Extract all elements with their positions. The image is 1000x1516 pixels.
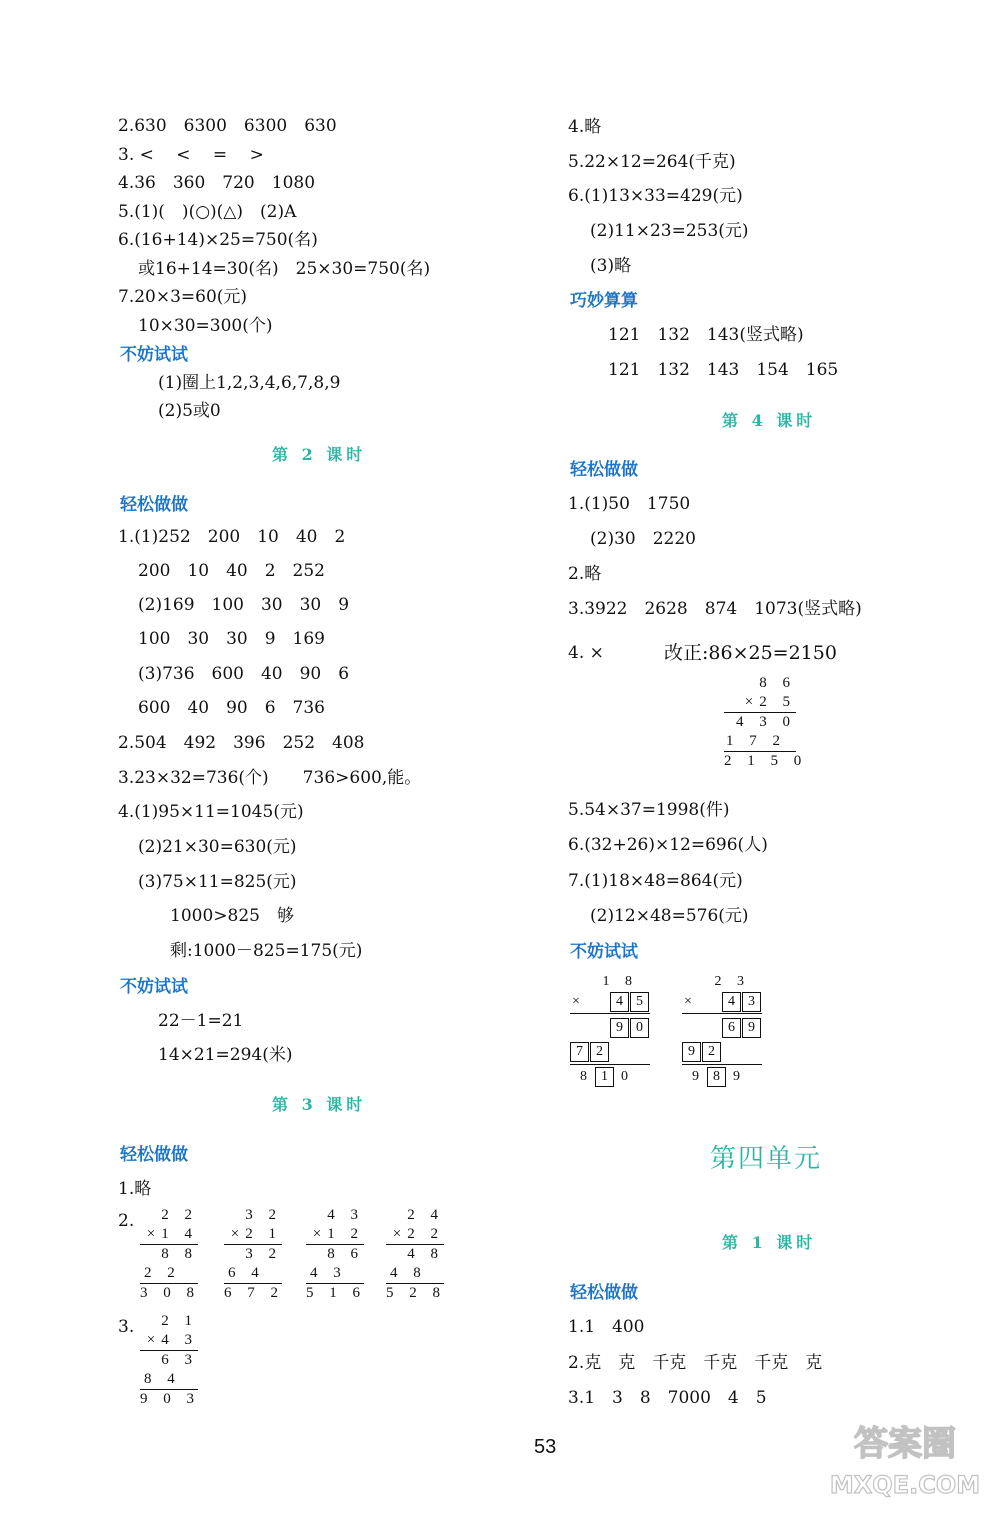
vm-row	[570, 1014, 650, 1040]
vm-row: 5 2 8	[386, 1285, 446, 1301]
answer-line: (3)75×11=825(元)	[138, 872, 297, 892]
section-heading: 不妨试试	[120, 977, 188, 997]
digit-box: 2	[702, 1042, 721, 1062]
vm-row: 6 7 2	[224, 1285, 284, 1301]
vm-row: × 4 5	[570, 991, 650, 1014]
vm-row: 2 1 5 0	[724, 753, 808, 769]
answer-line: 7.(1)18×48=864(元)	[568, 871, 743, 891]
vertical-multiplication	[724, 674, 808, 771]
section-heading: 轻松做做	[570, 1283, 638, 1303]
answer-line: 2.504 492 396 252 408	[118, 733, 365, 753]
vm-row: ×4 3	[140, 1331, 198, 1351]
digit-box: 6	[722, 1018, 741, 1038]
vm-row: 1 8	[602, 974, 638, 989]
digit-box: 4	[722, 992, 741, 1012]
digit: 0	[621, 1069, 628, 1084]
answer-line: 1.(1)252 200 10 40 2	[118, 527, 346, 547]
section-heading: 巧妙算算	[570, 291, 638, 311]
watermark-logo	[830, 1415, 980, 1501]
vm-row: × 4 3	[682, 991, 762, 1014]
unit-title: 第四单元	[710, 1144, 823, 1174]
vertical-multiplication	[140, 1206, 198, 1303]
correction-line: 改正:86×25=2150	[664, 642, 837, 664]
answer-line: 1000>825 够	[170, 906, 294, 926]
digit-box-puzzle	[682, 972, 762, 1089]
answer-line: 3.1 3 8 7000 4 5	[568, 1388, 767, 1408]
vm-row: ×1 2	[306, 1225, 364, 1245]
answer-line: (2)11×23=253(元)	[590, 221, 749, 241]
vertical-multiplication	[140, 1312, 198, 1409]
answer-line: 22－1=21	[158, 1011, 244, 1031]
vm-row: 3 0 8	[140, 1285, 200, 1301]
vm-row: ×1 4	[140, 1225, 198, 1245]
section-heading: 不妨试试	[120, 345, 188, 365]
answer-line: 121 132 143 154 165	[608, 360, 839, 380]
digit-box: 1	[595, 1067, 614, 1087]
answer-line: 3.3922 2628 874 1073(竖式略)	[568, 599, 862, 619]
vm-row: ×2 5	[724, 693, 796, 713]
digit-box: 4	[610, 992, 629, 1012]
digit-box: 3	[742, 992, 761, 1012]
vm-row: ×2 1	[224, 1225, 282, 1245]
answer-line: 5.(1)( )(○)(△) (2)A	[118, 202, 297, 222]
digit-box: 9	[610, 1018, 629, 1038]
answer-line: 4.36 360 720 1080	[118, 173, 316, 193]
answer-line: 剩:1000－825=175(元)	[170, 941, 363, 961]
answer-line: (2)21×30=630(元)	[138, 837, 297, 857]
section-heading: 不妨试试	[570, 942, 638, 962]
vm-row: 5 1 6	[306, 1285, 366, 1301]
digit: 8	[580, 1069, 587, 1084]
answer-line: 4.略	[568, 117, 602, 137]
vm-row: 2 1	[161, 1313, 198, 1329]
vm-row	[682, 1014, 762, 1040]
answer-line: (2)12×48=576(元)	[590, 906, 749, 926]
vm-row: 8 4	[140, 1370, 198, 1390]
vm-row: 3 2	[245, 1246, 282, 1262]
section-heading: 轻松做做	[570, 460, 638, 480]
vm-row: 6 3	[161, 1352, 198, 1368]
vm-row	[570, 1040, 650, 1065]
lesson-title: 第 4 课时	[722, 411, 817, 430]
section-heading: 轻松做做	[120, 1145, 188, 1165]
vm-row: 8 8	[161, 1246, 198, 1262]
digit-box: 5	[630, 992, 649, 1012]
vm-row: 4 3	[327, 1207, 364, 1223]
vm-row	[570, 1065, 650, 1089]
answer-line: 100 30 30 9 169	[138, 629, 325, 649]
watermark	[830, 1415, 980, 1506]
vm-row: 2 3	[714, 974, 750, 989]
vm-row	[682, 1065, 762, 1089]
answer-line: 10×30=300(个)	[138, 316, 273, 336]
digit: 9	[733, 1069, 740, 1084]
answer-line: 4.(1)95×11=1045(元)	[118, 802, 304, 822]
vm-row: 8 6	[759, 675, 796, 691]
svg-text:答案圈: 答案圈	[854, 1424, 956, 1464]
answer-line: 6.(32+26)×12=696(人)	[568, 835, 768, 855]
vm-row: 3 2	[245, 1207, 282, 1223]
answer-line: 5.54×37=1998(件)	[568, 800, 730, 820]
page-number: 53	[534, 1436, 557, 1458]
vm-row: 8 6	[327, 1246, 364, 1262]
answer-line: 4. ×	[568, 643, 604, 663]
answer-line: 5.22×12=264(千克)	[568, 152, 736, 172]
digit-box: 9	[682, 1042, 701, 1062]
answer-line: 2.克 克 千克 千克 千克 克	[568, 1353, 823, 1373]
vm-row: 2 2	[161, 1207, 198, 1223]
answer-line: 2.略	[568, 564, 602, 584]
digit-box: 7	[570, 1042, 589, 1062]
vertical-multiplication	[386, 1206, 444, 1303]
answer-line: 1.略	[118, 1179, 152, 1199]
vm-row: 2 2	[140, 1264, 198, 1284]
vm-row: 1 7 2	[724, 732, 796, 752]
digit-box: 8	[707, 1067, 726, 1087]
answer-line: (2)30 2220	[590, 529, 696, 549]
answer-line: 2.	[118, 1211, 135, 1231]
svg-text:MXQE.COM: MXQE.COM	[830, 1471, 980, 1499]
answer-line: (2)5或0	[158, 401, 221, 421]
digit-box: 9	[742, 1018, 761, 1038]
answer-line: 6.(16+14)×25=750(名)	[118, 230, 318, 250]
answer-line: 1.(1)50 1750	[568, 494, 691, 514]
vertical-multiplication	[224, 1206, 282, 1303]
answer-line: 600 40 90 6 736	[138, 698, 325, 718]
lesson-title: 第 3 课时	[272, 1095, 367, 1114]
answer-line: (3)736 600 40 90 6	[138, 664, 350, 684]
answer-line: 2.630 6300 6300 630	[118, 116, 337, 136]
vm-row: 9 0 3	[140, 1391, 200, 1407]
vm-row: 4 8	[386, 1264, 444, 1284]
vm-row: 2 4	[407, 1207, 444, 1223]
digit-box-puzzle	[570, 972, 650, 1089]
answer-line: 或16+14=30(名) 25×30=750(名)	[138, 259, 431, 279]
section-heading: 轻松做做	[120, 495, 188, 515]
answer-line: 3.	[118, 1317, 135, 1337]
vm-row: 6 4	[224, 1264, 282, 1284]
vm-row: 4 3 0	[736, 714, 796, 730]
answer-line: 7.20×3=60(元)	[118, 287, 248, 307]
digit-box: 0	[630, 1018, 649, 1038]
answer-line: (3)略	[590, 256, 632, 276]
vm-row: 4 3	[306, 1264, 364, 1284]
vm-row: ×2 2	[386, 1225, 444, 1245]
lesson-title: 第 2 课时	[272, 445, 367, 464]
answer-line: 6.(1)13×33=429(元)	[568, 186, 743, 206]
answer-line: (2)169 100 30 30 9	[138, 595, 350, 615]
vm-row: 4 8	[407, 1246, 444, 1262]
answer-line: 3. < < = >	[118, 145, 264, 165]
answer-line: 3.23×32=736(个) 736>600,能。	[118, 768, 422, 788]
answer-line: 121 132 143(竖式略)	[608, 325, 804, 345]
digit-box: 2	[590, 1042, 609, 1062]
digit: 9	[692, 1069, 699, 1084]
answer-line: 200 10 40 2 252	[138, 561, 325, 581]
lesson-title: 第 1 课时	[722, 1233, 817, 1252]
answer-line: 1.1 400	[568, 1317, 645, 1337]
vertical-multiplication	[306, 1206, 364, 1303]
answer-line: (1)圈上1,2,3,4,6,7,8,9	[158, 373, 341, 393]
answer-line: 14×21=294(米)	[158, 1045, 293, 1065]
vm-row	[682, 1040, 762, 1065]
